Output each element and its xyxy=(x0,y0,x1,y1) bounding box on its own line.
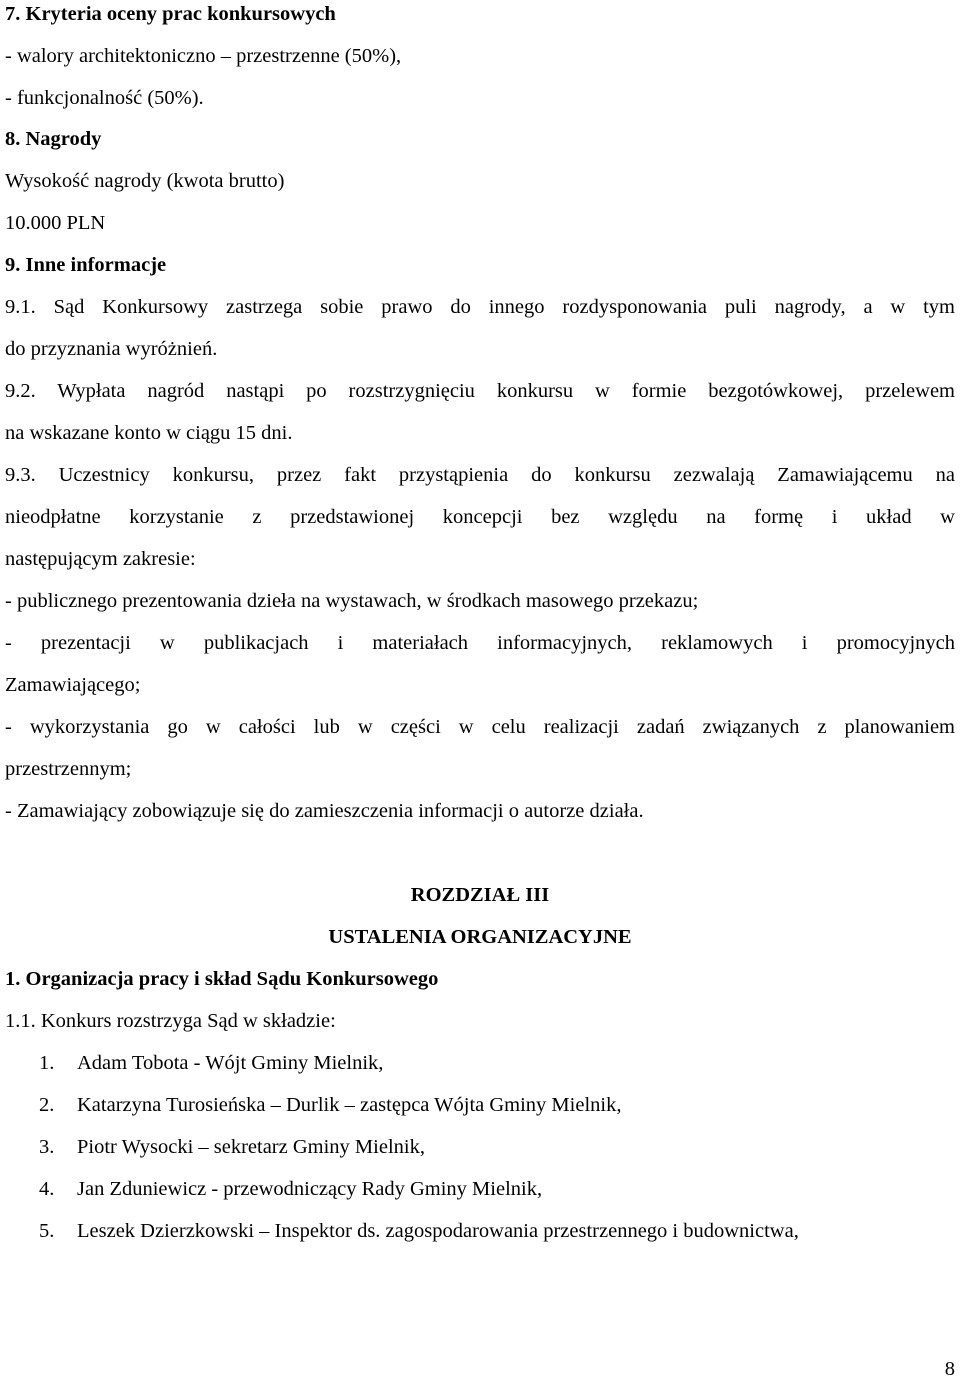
section-9-heading: 9. Inne informacje xyxy=(5,254,167,276)
list-item: Piotr Wysocki – sekretarz Gminy Mielnik, xyxy=(77,1136,425,1158)
prize-amount: 10.000 PLN xyxy=(5,212,106,234)
scope-item-continued: Zamawiającego; xyxy=(5,674,141,696)
list-item-number: 5. xyxy=(39,1220,55,1242)
list-item: Leszek Dzierzkowski – Inspektor ds. zagospodarowania przestrzennego i budownictwa, xyxy=(77,1220,799,1242)
list-item-number: 1. xyxy=(39,1052,55,1074)
jury-intro: 1.1. Konkurs rozstrzyga Sąd w składzie: xyxy=(5,1010,336,1032)
paragraph-9-2-line: 9.2. Wypłata nagród nastąpi po rozstrzygnięciu konkursu w formie bezgotówkowej, przelewem xyxy=(5,380,955,402)
paragraph-9-2-line: na wskazane konto w ciągu 15 dni. xyxy=(5,422,293,444)
list-item-number: 3. xyxy=(39,1136,55,1158)
scope-item-continued: przestrzennym; xyxy=(5,758,132,780)
paragraph-9-3-line: następującym zakresie: xyxy=(5,548,196,570)
prize-label: Wysokość nagrody (kwota brutto) xyxy=(5,170,285,192)
scope-item: - prezentacji w publikacjach i materiałach informacyjnych, reklamowych i promocyjnych xyxy=(5,632,955,654)
list-item: Katarzyna Turosieńska – Durlik – zastępca Wójta Gminy Mielnik, xyxy=(77,1094,622,1116)
paragraph-9-3-line: 9.3. Uczestnicy konkursu, przez fakt przystąpienia do konkursu zezwalają Zamawiającemu na xyxy=(5,464,955,486)
scope-item: - wykorzystania go w całości lub w części w celu realizacji zadań związanych z planowaniem xyxy=(5,716,955,738)
scope-item: - publicznego prezentowania dzieła na wystawach, w środkach masowego przekazu; xyxy=(5,590,699,612)
criteria-item: - funkcjonalność (50%). xyxy=(5,87,204,109)
paragraph-9-1-line: do przyznania wyróżnień. xyxy=(5,338,218,360)
page-number: 8 xyxy=(944,1358,955,1380)
list-item: Jan Zduniewicz - przewodniczący Rady Gminy Mielnik, xyxy=(77,1178,543,1200)
scope-item: - Zamawiający zobowiązuje się do zamieszczenia informacji o autorze działa. xyxy=(5,800,644,822)
chapter-subtitle: USTALENIA ORGANIZACYJNE xyxy=(328,926,632,948)
paragraph-9-1-line: 9.1. Sąd Konkursowy zastrzega sobie prawo do innego rozdysponowania puli nagrody, a w tym xyxy=(5,296,955,318)
organization-heading: 1. Organizacja pracy i skład Sądu Konkursowego xyxy=(5,968,439,990)
chapter-title: ROZDZIAŁ III xyxy=(410,884,550,906)
section-7-heading: 7. Kryteria oceny prac konkursowych xyxy=(5,3,336,25)
list-item-number: 4. xyxy=(39,1178,55,1200)
criteria-item: - walory architektoniczno – przestrzenne (50%), xyxy=(5,45,402,67)
list-item-number: 2. xyxy=(39,1094,55,1116)
list-item: Adam Tobota - Wójt Gminy Mielnik, xyxy=(77,1052,384,1074)
paragraph-9-3-line: nieodpłatne korzystanie z przedstawionej koncepcji bez względu na formę i układ w xyxy=(5,506,955,528)
section-8-heading: 8. Nagrody xyxy=(5,128,102,150)
